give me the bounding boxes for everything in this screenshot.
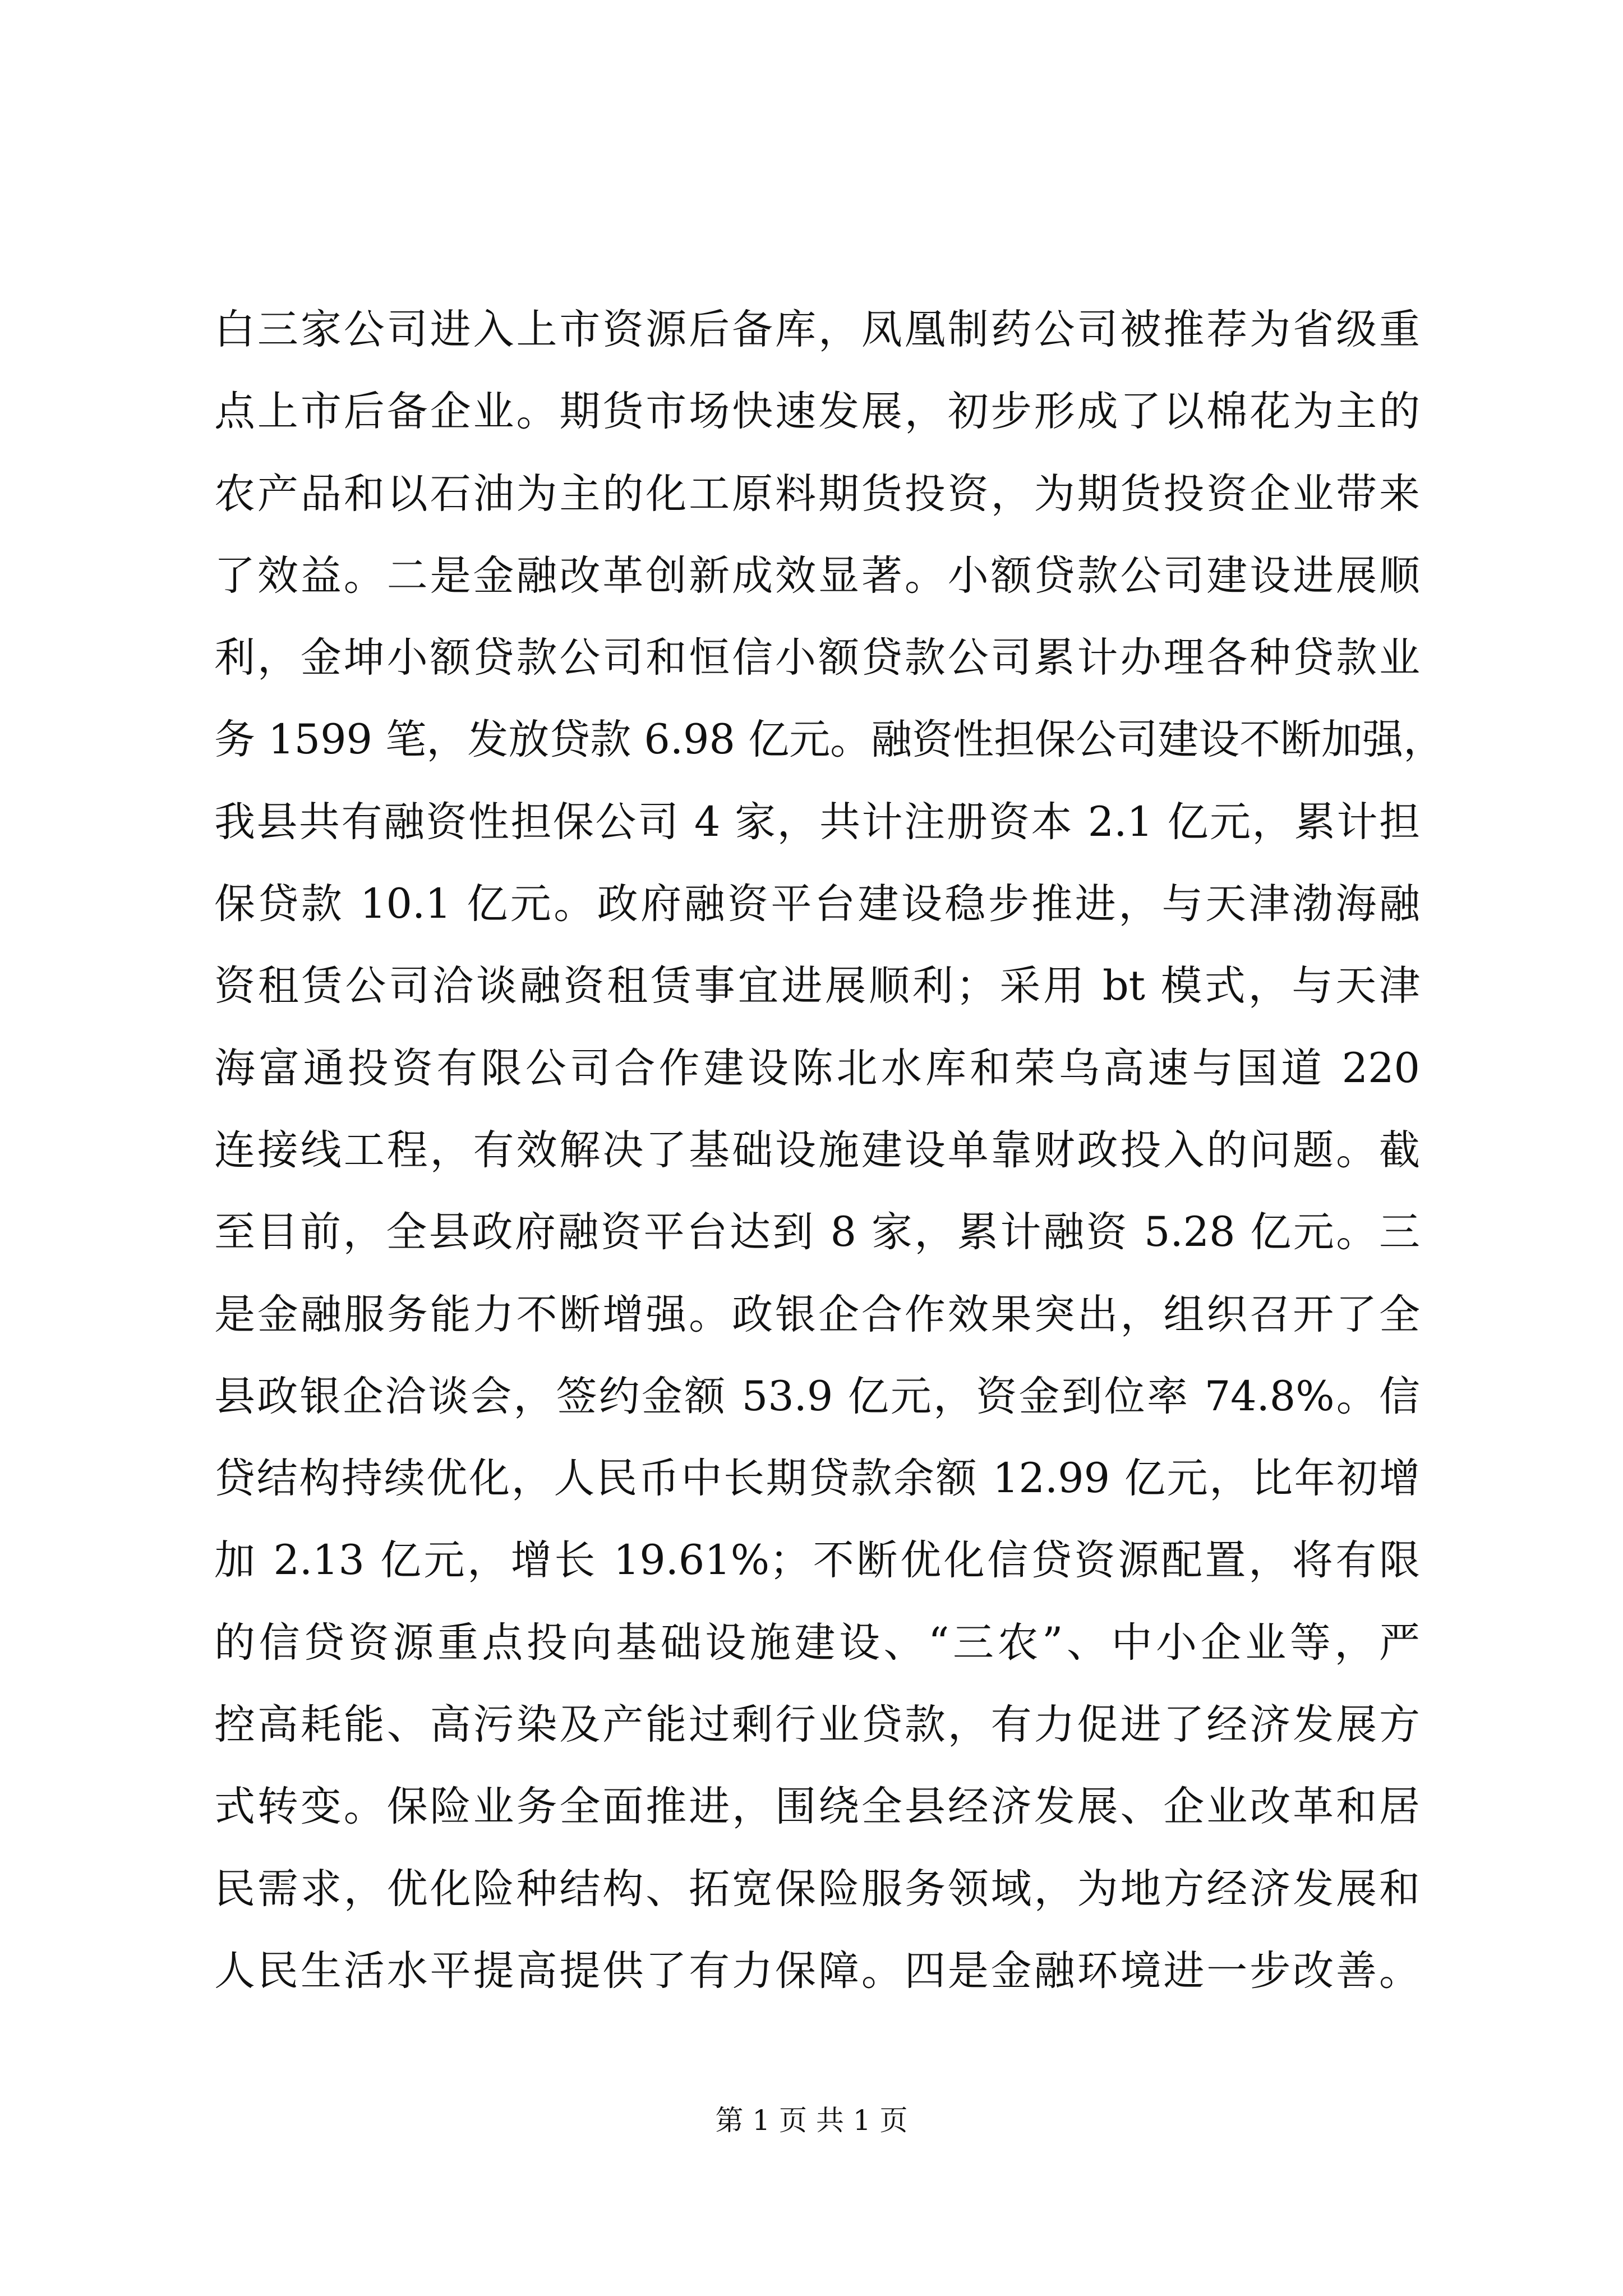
- text-line: 人民生活水平提高提供了有力保障。四是金融环境进一步改善。: [214, 1947, 1420, 1995]
- text-line: 农产品和以石油为主的化工原料期货投资，为期货投资企业带来: [214, 470, 1420, 518]
- text-line: 我县共有融资性担保公司 4 家，共计注册资本 2.1 亿元，累计担: [214, 798, 1420, 846]
- text-line: 务 1599 笔，发放贷款 6.98 亿元。融资性担保公司建设不断加强，: [214, 716, 1445, 764]
- text-line: 海富通投资有限公司合作建设陈北水库和荣乌高速与国道 220: [214, 1044, 1420, 1092]
- text-line: 资租赁公司洽谈融资租赁事宜进展顺利；采用 bt 模式，与天津: [214, 962, 1420, 1010]
- text-line: 的信贷资源重点投向基础设施建设、“三农”、中小企业等，严: [214, 1618, 1420, 1667]
- text-line: 式转变。保险业务全面推进，围绕全县经济发展、企业改革和居: [214, 1783, 1420, 1831]
- text-line: 贷结构持续优化，人民币中长期贷款余额 12.99 亿元，比年初增: [214, 1455, 1420, 1503]
- text-line: 控高耗能、高污染及产能过剩行业贷款，有力促进了经济发展方: [214, 1701, 1420, 1749]
- text-line: 民需求，优化险种结构、拓宽保险服务领域，为地方经济发展和: [214, 1865, 1420, 1913]
- text-line: 了效益。二是金融改革创新成效显著。小额贷款公司建设进展顺: [214, 551, 1420, 600]
- text-line: 连接线工程，有效解决了基础设施建设单靠财政投入的问题。截: [214, 1126, 1420, 1174]
- text-line: 点上市后备企业。期货市场快速发展，初步形成了以棉花为主的: [214, 388, 1420, 436]
- text-line: 至目前，全县政府融资平台达到 8 家，累计融资 5.28 亿元。三: [214, 1208, 1420, 1257]
- text-line: 加 2.13 亿元，增长 19.61%；不断优化信贷资源配置，将有限: [214, 1536, 1420, 1585]
- text-line: 利，金坤小额贷款公司和恒信小额贷款公司累计办理各种贷款业: [214, 634, 1420, 682]
- text-line: 县政银企洽谈会，签约金额 53.9 亿元，资金到位率 74.8%。信: [214, 1372, 1420, 1420]
- page-footer: 第 1 页 共 1 页: [715, 2104, 908, 2137]
- text-line: 白三家公司进入上市资源后备库，凤凰制药公司被推荐为省级重: [214, 306, 1420, 353]
- text-line: 保贷款 10.1 亿元。政府融资平台建设稳步推进，与天津渤海融: [214, 880, 1420, 928]
- text-line: 是金融服务能力不断增强。政银企合作效果突出，组织召开了全: [214, 1290, 1420, 1338]
- body-text: [214, 289, 1445, 2012]
